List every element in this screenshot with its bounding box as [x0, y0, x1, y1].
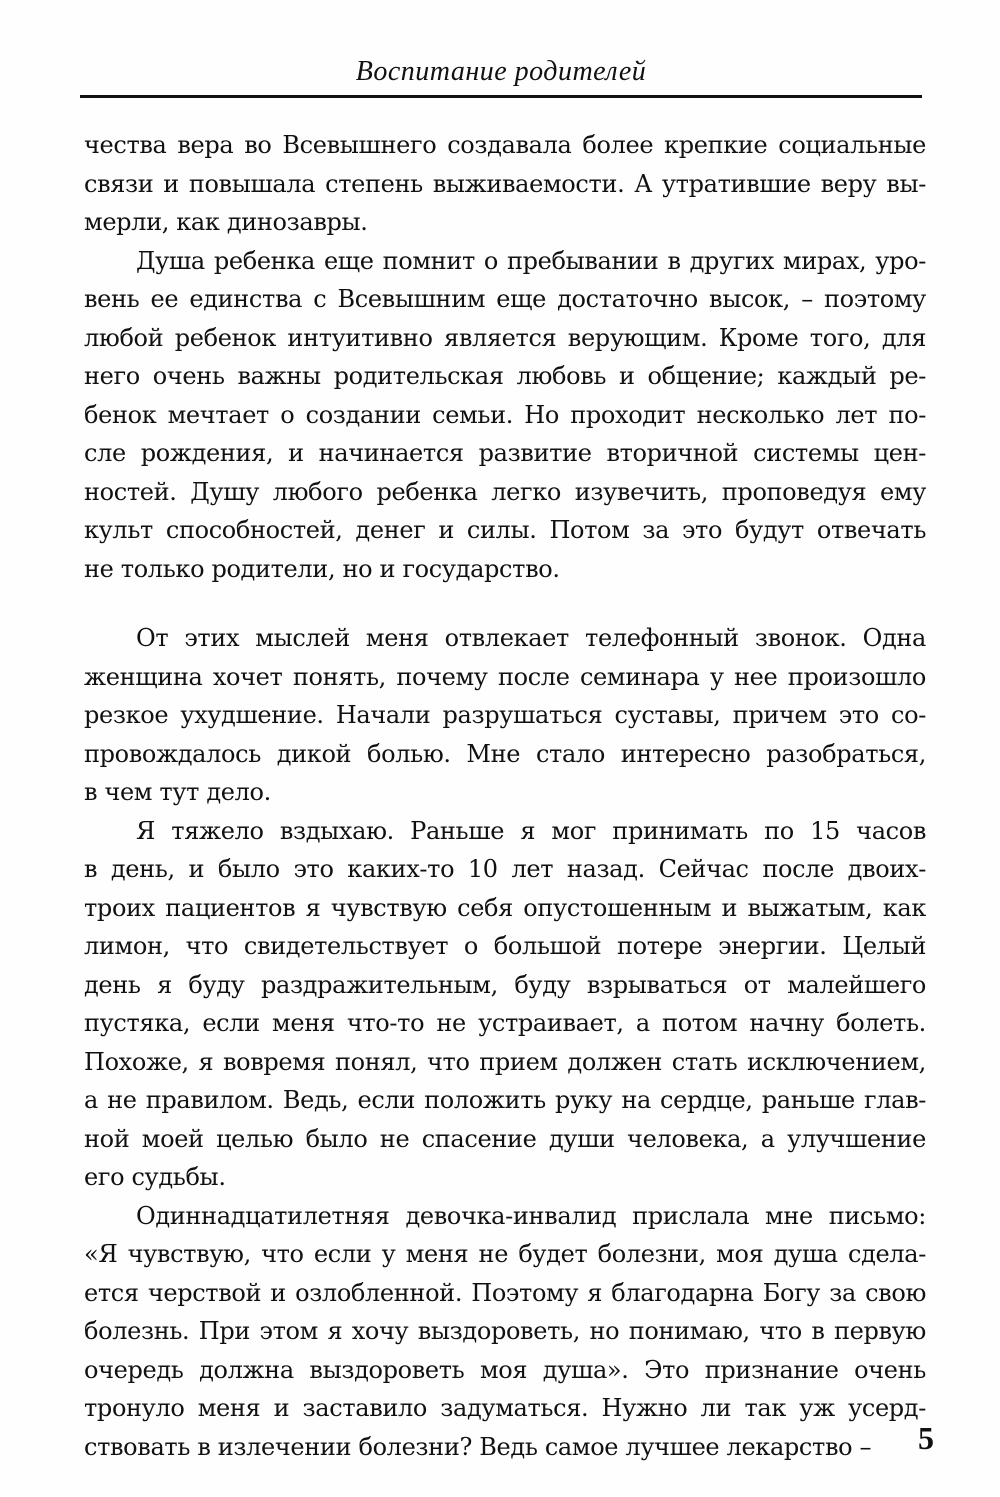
text-line: тронуло меня и заставило задуматься. Нужно ли так уж усерд- [84, 1394, 926, 1422]
page-number: 5 [918, 1420, 934, 1456]
text-line: в день, и было это каких-то 10 лет назад. Сейчас после двоих- [84, 855, 926, 883]
text-line: ной моей целью было не спасение души человека, а улучшение [84, 1124, 926, 1153]
text-section [84, 126, 926, 588]
text-line: его судьбы. [84, 1163, 226, 1191]
text-line: Одиннадцатилетняя девочка-инвалид прислала мне письмо: [136, 1201, 926, 1230]
text-line: «Я чувствую, что если у меня не будет болезни, моя душа сдела- [84, 1240, 926, 1268]
paragraph [84, 126, 926, 242]
text-line: не только родители, но и государство. [84, 554, 560, 583]
body-text [84, 126, 926, 1466]
text-line: троих пациентов я чувствую себя опустошенным и выжатым, как [84, 893, 926, 922]
text-line: мерли, как динозавры. [84, 208, 368, 236]
text-line: а не правилом. Ведь, если положить руку на сердце, раньше глав- [84, 1086, 926, 1114]
text-line: Я тяжело вздыхаю. Раньше я мог принимать по 15 часов [136, 816, 926, 845]
text-line: От этих мыслей меня отвлекает телефонный звонок. Одна [136, 624, 926, 652]
header-rule [80, 95, 922, 98]
text-line: него очень важны родительская любовь и общение; каждый ре- [84, 362, 926, 390]
text-line: культ способностей, денег и силы. Потом за это будут отвечать [84, 516, 926, 544]
text-line: ностей. Душу любого ребенка легко изувечить, проповедуя ему [84, 477, 926, 506]
text-line: ется черствой и озлобленной. Поэтому я благодарна Богу за свою [84, 1278, 926, 1307]
text-line: любой ребенок интуитивно является верующим. Кроме того, для [84, 323, 926, 352]
text-line: вень ее единства с Всевышним еще достаточно высок, – поэтому [84, 285, 926, 313]
paragraph [84, 1197, 926, 1467]
text-line: женщина хочет понять, почему после семинара у нее произошло [84, 662, 926, 691]
paragraph [84, 242, 926, 589]
text-line: в чем тут дело. [84, 778, 271, 806]
paragraph [84, 812, 926, 1197]
text-line: бенок мечтает о создании семьи. Но проходит несколько лет по- [84, 400, 926, 429]
section-break [84, 588, 926, 619]
text-line: болезнь. При этом я хочу выздороветь, но понимаю, что в первую [84, 1317, 926, 1345]
text-line: резкое ухудшение. Начали разрушаться суставы, причем это со- [84, 701, 926, 729]
text-line: пустяка, если меня что-то не устраивает, а потом начну болеть. [84, 1009, 926, 1037]
text-line: день я буду раздражительным, буду взрываться от малейшего [84, 970, 926, 999]
text-line: Похоже, я вовремя понял, что прием должен стать исключением, [84, 1047, 926, 1076]
text-line: чества вера во Всевышнего создавала более крепкие социальные [84, 131, 926, 159]
text-line: лимон, что свидетельствует о большой потере энергии. Целый [84, 932, 926, 960]
text-line: ствовать в излечении болезни? Ведь самое лучшее лекарство – [84, 1432, 872, 1461]
paragraph [84, 619, 926, 812]
text-line: провождалось дикой болью. Мне стало интересно разобраться, [84, 739, 926, 768]
text-section [84, 619, 926, 1466]
running-header: Воспитание родителей [355, 56, 647, 87]
text-line: Душа ребенка еще помнит о пребывании в других мирах, уро- [136, 246, 926, 275]
text-line: сле рождения, и начинается развитие вторичной системы цен- [84, 439, 926, 467]
text-line: связи и повышала степень выживаемости. А утратившие веру вы- [84, 169, 926, 198]
text-line: очередь должна выздороветь моя душа». Это признание очень [84, 1355, 926, 1384]
